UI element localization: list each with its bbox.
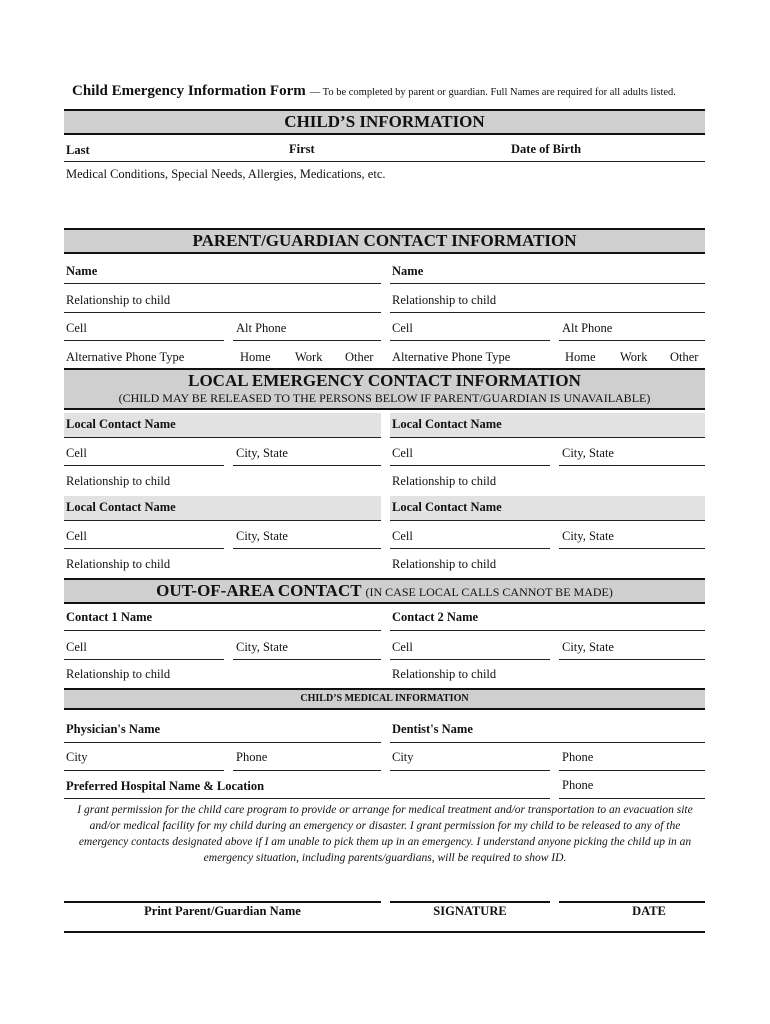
local3-name-line[interactable] — [64, 520, 381, 521]
parent2-home-option[interactable]: Home — [565, 350, 596, 364]
parent1-other-option[interactable]: Other — [345, 350, 374, 364]
form-title-main: Child Emergency Information Form — [72, 83, 306, 99]
local3-city-line[interactable] — [233, 548, 381, 549]
parent1-name-line[interactable] — [64, 283, 381, 284]
local3-city-label: City, State — [236, 529, 288, 543]
local3-name-label: Local Contact Name — [66, 500, 176, 514]
local1-city-line[interactable] — [233, 465, 381, 466]
parent1-alt-phone-line[interactable] — [233, 340, 381, 341]
contact2-cell-line[interactable] — [390, 659, 550, 660]
parent-heading: PARENT/GUARDIAN CONTACT INFORMATION — [64, 228, 705, 254]
parent1-alt-type-label: Alternative Phone Type — [66, 350, 185, 364]
local2-name-label: Local Contact Name — [392, 417, 502, 431]
local3-relationship-label: Relationship to child — [66, 557, 171, 571]
hospital-phone-label: Phone — [562, 778, 594, 792]
physician-line[interactable] — [64, 742, 381, 743]
local3-cell-label: Cell — [66, 529, 87, 543]
form-title — [72, 82, 712, 100]
local1-name-label: Local Contact Name — [66, 417, 176, 431]
parent1-relationship-label: Relationship to child — [66, 293, 171, 307]
print-name-top-line — [64, 901, 381, 903]
physician-phone-label: Phone — [236, 750, 268, 764]
parent1-home-option[interactable]: Home — [240, 350, 271, 364]
hospital-phone-line[interactable] — [559, 798, 705, 799]
local2-name-line[interactable] — [390, 437, 705, 438]
out-area-note: (IN CASE LOCAL CALLS CANNOT BE MADE) — [365, 585, 613, 599]
contact2-name-label: Contact 2 Name — [392, 610, 479, 624]
parent1-relationship-line[interactable] — [64, 312, 381, 313]
local1-city-label: City, State — [236, 446, 288, 460]
parent2-cell-label: Cell — [392, 321, 413, 335]
signature-label: SIGNATURE — [433, 904, 507, 918]
local3-cell-line[interactable] — [64, 548, 224, 549]
child-medical-label: Medical Conditions, Special Needs, Allergies, Medications, etc. — [66, 167, 386, 181]
parent1-name-label: Name — [66, 264, 98, 278]
contact1-cell-line[interactable] — [64, 659, 224, 660]
child-last-label: Last — [66, 143, 90, 157]
contact2-city-line[interactable] — [559, 659, 705, 660]
parent2-alt-type-label: Alternative Phone Type — [392, 350, 511, 364]
parent2-name-line[interactable] — [390, 283, 705, 284]
out-area-heading-bar — [64, 578, 705, 604]
parent1-work-option[interactable]: Work — [295, 350, 323, 364]
parent1-alt-phone-label: Alt Phone — [236, 321, 287, 335]
local4-relationship-label: Relationship to child — [392, 557, 497, 571]
local4-name-label: Local Contact Name — [392, 500, 502, 514]
contact1-cell-label: Cell — [66, 640, 87, 654]
physician-phone-line[interactable] — [233, 770, 381, 771]
parent2-cell-line[interactable] — [390, 340, 550, 341]
date-label: DATE — [632, 904, 666, 918]
contact1-relationship-label: Relationship to child — [66, 667, 171, 681]
child-info-heading: CHILD’S INFORMATION — [64, 109, 705, 135]
contact2-relationship-label: Relationship to child — [392, 667, 497, 681]
parent2-alt-phone-label: Alt Phone — [562, 321, 613, 335]
local1-cell-label: Cell — [66, 446, 87, 460]
consent-statement: I grant permission for the child care program to provide or arrange for medical treatment and/or transportation to an evacuation site and/or medical facility for my child during an emergency or disaster. I grant permission for my child to be released to any of the emergency contacts designated above if I am unable to pick them up in an emergency. I understand anyone picking the child up in an emergency situation, including parents/guardians, will be required to show ID. — [77, 804, 693, 864]
date-top-line — [559, 901, 705, 903]
dentist-city-line[interactable] — [390, 770, 550, 771]
dentist-city-label: City — [392, 750, 414, 764]
contact2-cell-label: Cell — [392, 640, 413, 654]
contact1-name-label: Contact 1 Name — [66, 610, 153, 624]
local1-name-line[interactable] — [64, 437, 381, 438]
local2-cell-line[interactable] — [390, 465, 550, 466]
parent1-cell-line[interactable] — [64, 340, 224, 341]
parent2-name-label: Name — [392, 264, 424, 278]
contact2-name-line[interactable] — [390, 630, 705, 631]
print-name-label: Print Parent/Guardian Name — [144, 904, 301, 918]
medical-heading: CHILD’S MEDICAL INFORMATION — [64, 688, 705, 710]
physician-city-label: City — [66, 750, 88, 764]
contact2-city-label: City, State — [562, 640, 614, 654]
hospital-label: Preferred Hospital Name & Location — [66, 779, 265, 793]
local2-city-label: City, State — [562, 446, 614, 460]
local4-city-label: City, State — [562, 529, 614, 543]
dentist-phone-label: Phone — [562, 750, 594, 764]
dentist-line[interactable] — [390, 742, 705, 743]
local1-relationship-label: Relationship to child — [66, 474, 171, 488]
hospital-line[interactable] — [64, 798, 550, 799]
form-title-subtitle: — To be completed by parent or guardian. Full Names are required for all adults listed. — [309, 87, 676, 98]
signature-top-line — [390, 901, 550, 903]
child-dob-label: Date of Birth — [511, 142, 582, 156]
physician-city-line[interactable] — [64, 770, 224, 771]
dentist-phone-line[interactable] — [559, 770, 705, 771]
signature-bottom-line[interactable] — [64, 931, 705, 933]
local-heading-bar — [64, 368, 705, 410]
local-heading-note: (CHILD MAY BE RELEASED TO THE PERSONS BELOW IF PARENT/GUARDIAN IS UNAVAILABLE) — [118, 391, 651, 405]
parent2-alt-phone-line[interactable] — [559, 340, 705, 341]
physician-label: Physician's Name — [66, 722, 161, 736]
local-heading: LOCAL EMERGENCY CONTACT INFORMATION — [188, 371, 581, 390]
parent2-other-option[interactable]: Other — [670, 350, 699, 364]
local2-relationship-label: Relationship to child — [392, 474, 497, 488]
dentist-label: Dentist's Name — [392, 722, 473, 736]
child-first-label: First — [289, 142, 315, 156]
local4-cell-line[interactable] — [390, 548, 550, 549]
local2-cell-label: Cell — [392, 446, 413, 460]
parent2-work-option[interactable]: Work — [620, 350, 648, 364]
local4-city-line[interactable] — [559, 548, 705, 549]
contact1-city-label: City, State — [236, 640, 288, 654]
local4-name-line[interactable] — [390, 520, 705, 521]
child-name-line[interactable] — [64, 161, 705, 162]
parent2-relationship-line[interactable] — [390, 312, 705, 313]
local1-cell-line[interactable] — [64, 465, 224, 466]
parent2-relationship-label: Relationship to child — [392, 293, 497, 307]
local4-cell-label: Cell — [392, 529, 413, 543]
out-area-heading: OUT-OF-AREA CONTACT — [156, 581, 362, 600]
contact1-city-line[interactable] — [233, 659, 381, 660]
parent1-cell-label: Cell — [66, 321, 87, 335]
contact1-name-line[interactable] — [64, 630, 381, 631]
local2-city-line[interactable] — [559, 465, 705, 466]
